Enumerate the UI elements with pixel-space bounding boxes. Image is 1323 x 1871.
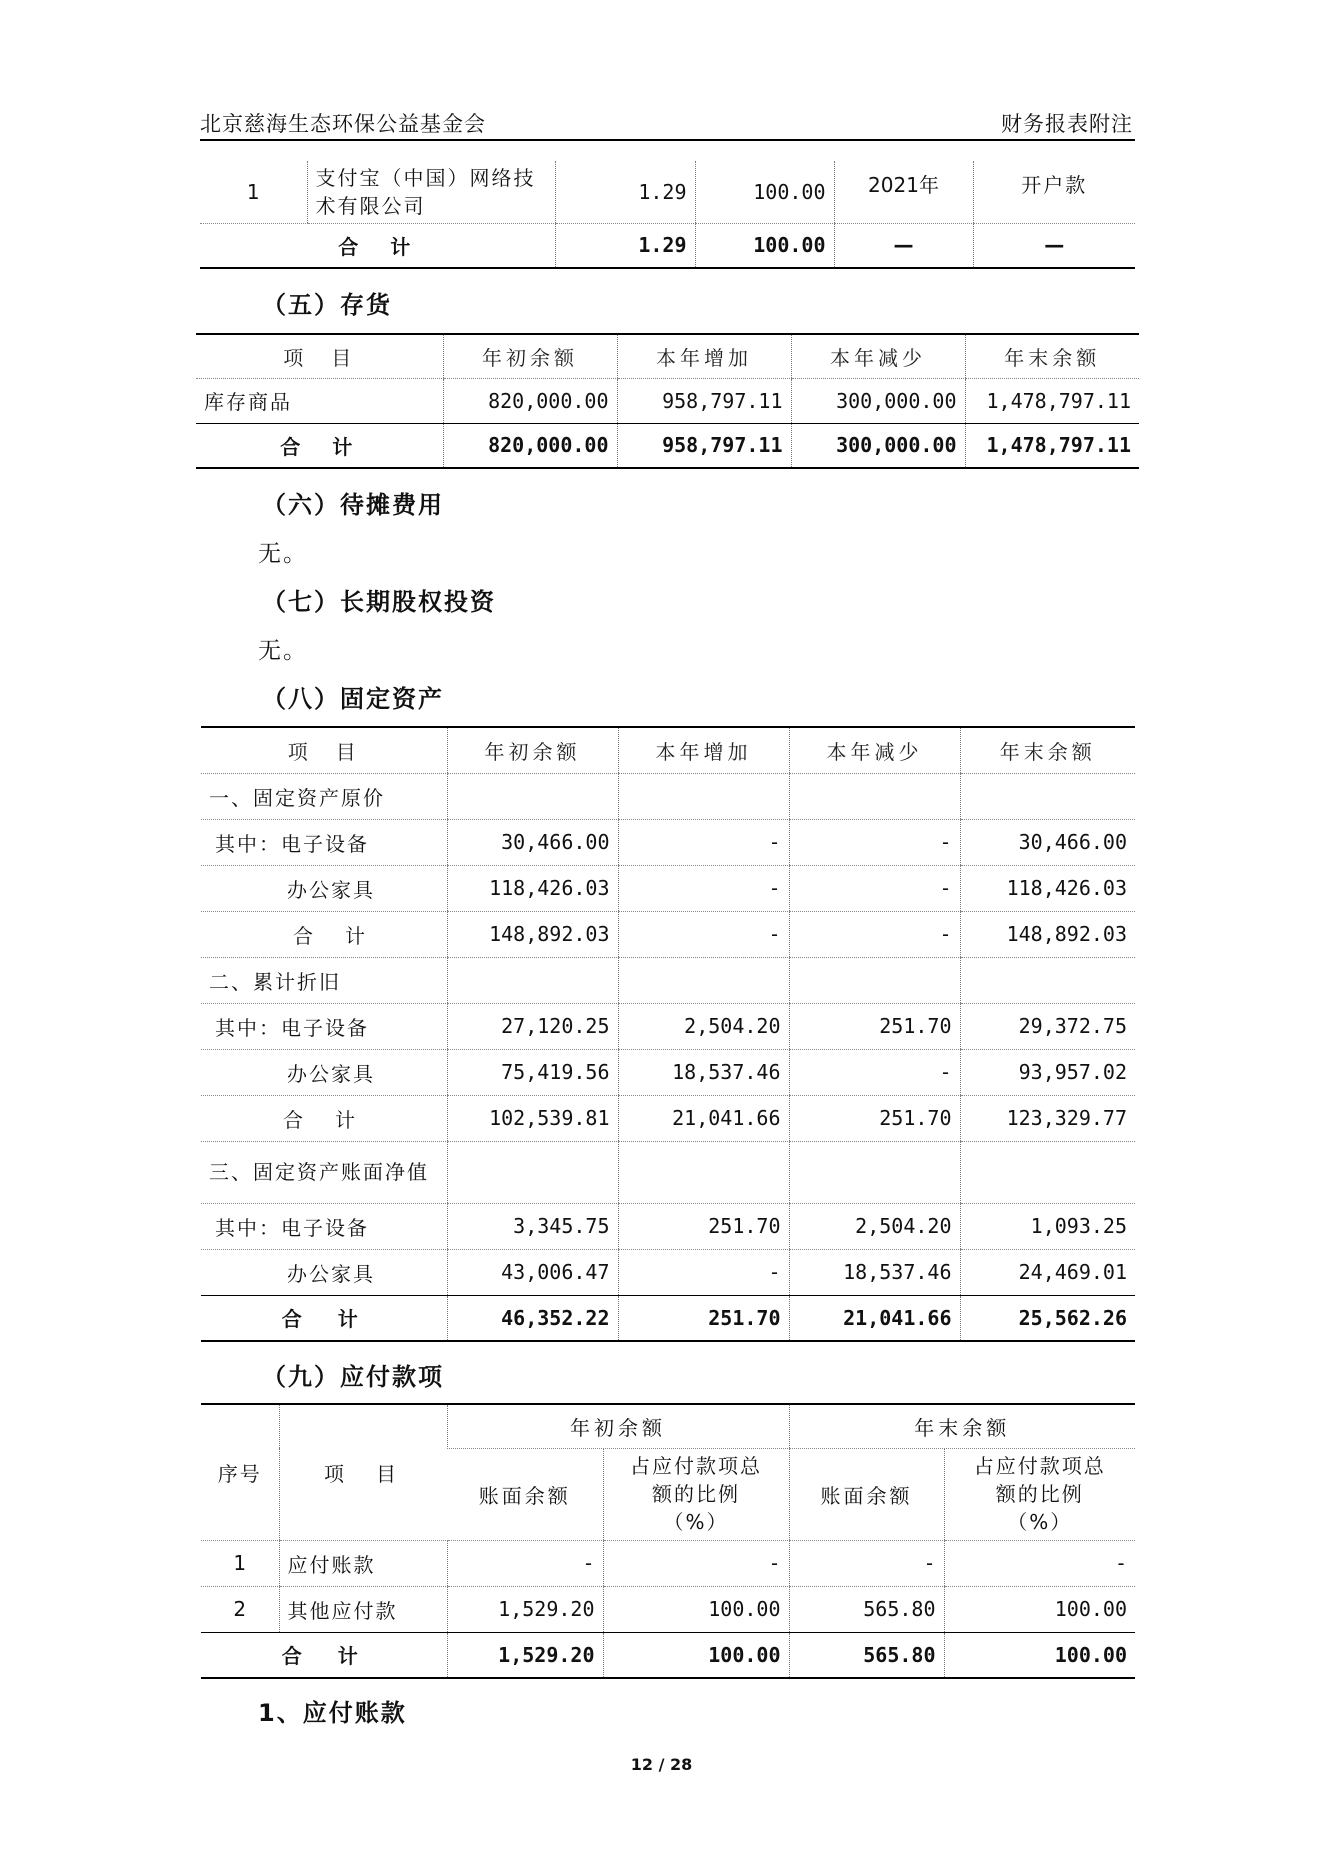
ratio-header-line: （%）	[1007, 1510, 1073, 1534]
table-row	[201, 1540, 1135, 1586]
inventory-title: （五）存货	[262, 291, 392, 319]
col-reduce: 本年减少	[789, 727, 960, 773]
total-row	[196, 423, 1139, 468]
table-row	[201, 773, 1135, 819]
value-cell: 21,041.66	[789, 1295, 960, 1341]
value-cell: 1,478,797.11	[965, 423, 1139, 468]
col-add: 本年增加	[617, 334, 791, 378]
total-amount: 1.29	[555, 223, 695, 268]
row-no: 1	[201, 1540, 279, 1586]
ratio-header-line: （%）	[663, 1510, 729, 1534]
item-label: 其他应付款	[279, 1586, 447, 1632]
value-cell: -	[789, 911, 960, 957]
total-reason: —	[973, 223, 1135, 268]
value-cell: 29,372.75	[960, 1003, 1135, 1049]
item-label: 办公家具	[201, 1049, 447, 1095]
doc-title: 财务报表附注	[1001, 112, 1133, 136]
value-cell: 21,041.66	[618, 1095, 789, 1141]
reason-cell: 开户款	[973, 161, 1135, 223]
value-cell	[447, 773, 618, 819]
total-row	[201, 1632, 1135, 1678]
value-cell	[618, 773, 789, 819]
table-row	[201, 1586, 1135, 1632]
value-cell: 118,426.03	[960, 865, 1135, 911]
value-cell: 100.00	[944, 1632, 1135, 1678]
value-cell	[789, 1141, 960, 1203]
item-label: 其中：电子设备	[201, 819, 447, 865]
lt-invest-title: （七）长期股权投资	[262, 588, 496, 616]
table-row	[201, 1003, 1135, 1049]
ratio-header-line: 占应付款项总	[973, 1454, 1106, 1478]
item-label: 其中：电子设备	[201, 1203, 447, 1249]
bank-table	[200, 161, 1135, 269]
value-cell: 1,093.25	[960, 1203, 1135, 1249]
value-cell: 24,469.01	[960, 1249, 1135, 1295]
col-end-book: 账面余额	[789, 1448, 944, 1540]
value-cell: -	[944, 1540, 1135, 1586]
item-label: 其中：电子设备	[201, 1003, 447, 1049]
value-cell: 2,504.20	[789, 1203, 960, 1249]
value-cell: 820,000.00	[443, 378, 617, 423]
subtotal-label: 合 计	[201, 1095, 447, 1141]
table-row	[201, 957, 1135, 1003]
value-cell: 2,504.20	[618, 1003, 789, 1049]
value-cell: 1,529.20	[447, 1632, 603, 1678]
row-no: 1	[200, 161, 307, 223]
total-row	[201, 1295, 1135, 1341]
value-cell: 118,426.03	[447, 865, 618, 911]
col-end-ratio	[944, 1448, 1135, 1540]
total-label: 合 计	[201, 1295, 447, 1341]
table-row	[200, 161, 1135, 223]
value-cell: 251.70	[789, 1003, 960, 1049]
table-row	[201, 1203, 1135, 1249]
col-item: 项 目	[201, 727, 447, 773]
value-cell: -	[618, 865, 789, 911]
value-cell	[789, 773, 960, 819]
value-cell: 18,537.46	[618, 1049, 789, 1095]
page-number: 12 / 28	[630, 1755, 693, 1774]
subtotal-label: 合 计	[201, 911, 447, 957]
header-rule	[200, 139, 1135, 141]
prepaid-text: 无。	[258, 541, 308, 567]
item-label: 库存商品	[196, 378, 443, 423]
value-cell: -	[789, 1540, 944, 1586]
value-cell: 1,478,797.11	[965, 378, 1139, 423]
value-cell: 25,562.26	[960, 1295, 1135, 1341]
sub-heading: 1、应付账款	[258, 1699, 407, 1727]
col-begin: 年初余额	[443, 334, 617, 378]
col-no: 序号	[201, 1404, 279, 1540]
value-cell: -	[618, 1249, 789, 1295]
total-row	[200, 223, 1135, 268]
value-cell: 958,797.11	[617, 378, 791, 423]
table-row	[196, 378, 1139, 423]
table-header	[196, 334, 1139, 378]
value-cell: 958,797.11	[617, 423, 791, 468]
value-cell	[789, 957, 960, 1003]
col-begin-book: 账面余额	[447, 1448, 603, 1540]
value-cell	[618, 1141, 789, 1203]
col-begin-group: 年初余额	[447, 1404, 789, 1448]
value-cell	[960, 773, 1135, 819]
value-cell: 100.00	[603, 1586, 789, 1632]
value-cell: 820,000.00	[443, 423, 617, 468]
value-cell: 46,352.22	[447, 1295, 618, 1341]
row-no: 2	[201, 1586, 279, 1632]
total-label: 合 计	[196, 423, 443, 468]
col-end-group: 年末余额	[789, 1404, 1135, 1448]
col-item: 项 目	[196, 334, 443, 378]
ratio-header-line: 额的比例	[995, 1482, 1084, 1506]
value-cell: 3,345.75	[447, 1203, 618, 1249]
prepaid-title: （六）待摊费用	[262, 491, 444, 519]
value-cell: 251.70	[618, 1203, 789, 1249]
total-ratio: 100.00	[695, 223, 834, 268]
value-cell: -	[447, 1540, 603, 1586]
ratio-cell: 100.00	[695, 161, 834, 223]
value-cell: 148,892.03	[960, 911, 1135, 957]
payee-name: 支付宝（中国）网络技术有限公司	[307, 161, 555, 223]
table-row	[201, 911, 1135, 957]
payables-table	[201, 1403, 1135, 1679]
lt-invest-text: 无。	[258, 638, 308, 664]
value-cell: 27,120.25	[447, 1003, 618, 1049]
value-cell: 565.80	[789, 1632, 944, 1678]
table-row	[201, 819, 1135, 865]
col-begin-ratio	[603, 1448, 789, 1540]
total-year: —	[834, 223, 973, 268]
value-cell	[447, 1141, 618, 1203]
table-row	[201, 1141, 1135, 1203]
table-header	[201, 727, 1135, 773]
col-end: 年末余额	[965, 334, 1139, 378]
col-reduce: 本年减少	[791, 334, 965, 378]
value-cell	[960, 1141, 1135, 1203]
col-add: 本年增加	[618, 727, 789, 773]
value-cell	[618, 957, 789, 1003]
item-label: 办公家具	[201, 865, 447, 911]
table-row	[201, 865, 1135, 911]
fixed-assets-title: （八）固定资产	[262, 685, 444, 713]
section-label: 二、累计折旧	[201, 957, 447, 1003]
table-header	[201, 1404, 1135, 1448]
value-cell: 300,000.00	[791, 423, 965, 468]
item-label: 办公家具	[201, 1249, 447, 1295]
table-row	[201, 1049, 1135, 1095]
value-cell: 1,529.20	[447, 1586, 603, 1632]
value-cell: 300,000.00	[791, 378, 965, 423]
value-cell: 93,957.02	[960, 1049, 1135, 1095]
value-cell: 251.70	[618, 1295, 789, 1341]
value-cell: 75,419.56	[447, 1049, 618, 1095]
value-cell: -	[603, 1540, 789, 1586]
value-cell	[447, 957, 618, 1003]
year-cell: 2021年	[834, 161, 973, 223]
ratio-header-line: 占应付款项总	[630, 1454, 762, 1478]
value-cell: -	[789, 1049, 960, 1095]
org-name: 北京慈海生态环保公益基金会	[200, 112, 486, 136]
inventory-table	[196, 333, 1139, 469]
value-cell: 251.70	[789, 1095, 960, 1141]
value-cell: -	[789, 865, 960, 911]
payables-title: （九）应付款项	[262, 1363, 444, 1391]
ratio-header-line: 额的比例	[652, 1482, 740, 1506]
fixed-assets-table	[201, 726, 1135, 1342]
value-cell: 102,539.81	[447, 1095, 618, 1141]
table-row	[201, 1249, 1135, 1295]
section-label: 一、固定资产原价	[201, 773, 447, 819]
value-cell: 100.00	[603, 1632, 789, 1678]
value-cell: -	[618, 819, 789, 865]
col-end: 年末余额	[960, 727, 1135, 773]
value-cell: 30,466.00	[447, 819, 618, 865]
total-label: 合 计	[201, 1632, 447, 1678]
section-label: 三、固定资产账面净值	[201, 1141, 447, 1203]
value-cell: 100.00	[944, 1586, 1135, 1632]
value-cell	[960, 957, 1135, 1003]
value-cell: -	[789, 819, 960, 865]
value-cell: 148,892.03	[447, 911, 618, 957]
col-item: 项 目	[279, 1404, 447, 1540]
value-cell: 565.80	[789, 1586, 944, 1632]
value-cell: 43,006.47	[447, 1249, 618, 1295]
value-cell: 30,466.00	[960, 819, 1135, 865]
col-begin: 年初余额	[447, 727, 618, 773]
item-label: 应付账款	[279, 1540, 447, 1586]
amount-cell: 1.29	[555, 161, 695, 223]
value-cell: 123,329.77	[960, 1095, 1135, 1141]
table-row	[201, 1095, 1135, 1141]
value-cell: 18,537.46	[789, 1249, 960, 1295]
value-cell: -	[618, 911, 789, 957]
total-label: 合 计	[200, 223, 555, 268]
